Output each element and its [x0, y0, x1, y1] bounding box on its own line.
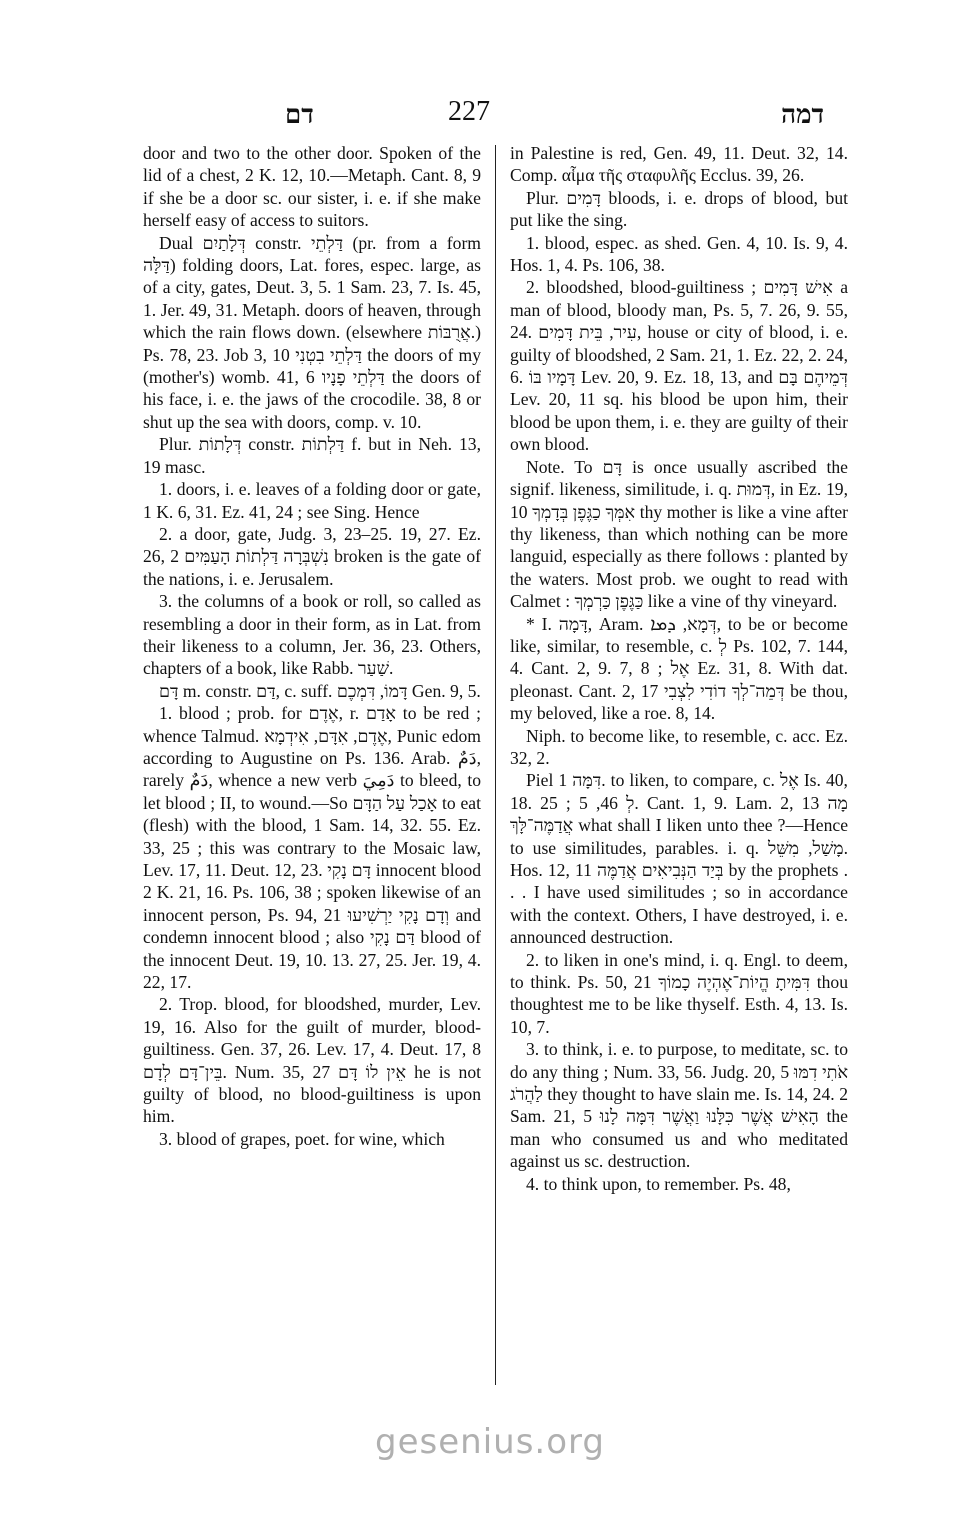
entry-paragraph: 2. to liken in one's mind, i. q. Engl. to deem, to think. Ps. 50, 21 דִּמִּיתָ הֱיוֹת־אֶהְיֶה כָמוֹךָ thou thoughtest me to be like thyself. Esth. 4, 13. Is. 10, 7. [510, 949, 848, 1037]
entry-paragraph: 4. to think upon, to remember. Ps. 48, [526, 1173, 791, 1194]
page-number: 227 [448, 96, 490, 127]
left-running-headword: דם [285, 100, 314, 130]
entry-paragraph: Plur. דָּמִים bloods, i. e. drops of blood, but put like the sing. [510, 187, 849, 231]
page-header [140, 96, 850, 136]
entry-paragraph: Plur. דְּלָתוֹת constr. דַּלְתוֹת f. but in Neh. 13, 19 masc. [143, 434, 481, 477]
entry-paragraph: 2. Trop. blood, for bloodshed, murder, Lev. 19, 16. Also for the guilt of murder, blood-guiltiness. Gen. 37, 26. Lev. 17, 4. Deut. 17, 8 בֵּין־דָּם לְדָם. Num. 35, 27 אֵין לוֹ דָּם he is not guilty of blood, no blood-guiltiness is upon him. [143, 994, 481, 1127]
right-running-headword: דמה [781, 100, 824, 130]
right-column [510, 142, 848, 1195]
site-watermark: gesenius.org [375, 1422, 605, 1462]
entry-paragraph: 3. the columns of a book or roll, so called as resembling a door in their form, as in Lat. from their likeness to a column, Jer. 36, 23. Others, chapters of a book, like Rabb. שַׁעַר. [143, 591, 481, 679]
column-divider [495, 145, 496, 1385]
entry-paragraph: door and two to the other door. Spoken of the lid of a chest, 2 K. 12, 10.—Metaph. Cant. 8, 9 if she be a door sc. our sister, i. e. if she make herself easy of access to suitors. [143, 143, 481, 231]
entry-paragraph: 1. blood ; prob. for אֶדֶם, r. אָדַם to be red ; whence Talmud. אֶדֶם, אִדָּם, אִידְמָא, Punic edom according to Augustine on Ps. 136. Arab. دَمٌ, rarely دَمٌ, whence a new verb دَمِيَ to bleed, to let blood ; II, to wound.—So אָכַל עַל הַדָּם to eat (flesh) with the blood, 1 Sam. 14, 32. 55. Ez. 33, 25 ; this was contrary to the Mosaic law, Lev. 17, 11. Deut. 12, 23. דָּם נָקִי innocent blood 2 K. 21, 16. Ps. 106, 38 ; spoken likewise of an innocent person, Ps. 94, 21 וְדָם נָקִי יַרְשִׁיעוּ and condemn innocent blood ; also דַּם נָקִי blood of the innocent Deut. 19, 10. 13. 27, 25. Jer. 19, 4. 22, 17. [143, 703, 482, 993]
entry-paragraph: 1. doors, i. e. leaves of a folding door or gate, 1 K. 6, 31. Ez. 41, 24 ; see Sing. Hence [143, 479, 481, 522]
entry-paragraph: Dual דְּלָתַיִם constr. דַּלְתֵי (pr. from a form דַּלָּה) folding doors, Lat. fores, espec. large, as of a city, gates, Deut. 3, 5. 1 Sam. 23, 7. Is. 45, 1. Jer. 49, 31. Metaph. doors of heaven, through which the rain flows down. (elsewhere אֲרֻבּוֹת.) Ps. 78, 23. Job 3, 10 דַּלְתֵי בִטְנִי the doors of my (mother's) womb. 41, 6 דַּלְתֵי פָנָיו the doors of his face, i. e. the jaws of the crocodile. 38, 8 or shut up the sea with doors, comp. v. 10. [143, 232, 481, 432]
entry-paragraph: 3. to think, i. e. to purpose, to meditate, sc. to do any thing ; Num. 33, 56. Judg. 20, 5 אֹתִי דִמּוּ לַהֲרֹג they thought to have slain me. Is. 14, 24. 2 Sam. 21, 5 הָאִישׁ אֲשֶׁר כִּלָּנוּ וַאֲשֶׁר דִּמָּה לָנוּ the man who consumed us and who meditated against us sc. destruction. [510, 1039, 849, 1172]
entry-paragraph: 2. a door, gate, Judg. 3, 23–25. 19, 27. Ez. 26, 2 נִשְׁבְּרָה דַּלְתוֹת הָעַמִּים broken is the gate of the nations, i. e. Jerusalem. [143, 523, 481, 589]
entry-headword-paragraph: דָּם m. constr. דַּם, c. suff. דָּמוֹ, דִּמְכֶם Gen. 9, 5. [159, 680, 481, 701]
entry-paragraph: in Palestine is red, Gen. 49, 11. Deut. 32, 14. Comp. αἷμα τῆς σταφυλῆς Ecclus. 39, 26. [510, 143, 848, 186]
entry-paragraph: 3. blood of grapes, poet. for wine, which [159, 1128, 445, 1149]
entry-paragraph: Niph. to become like, to resemble, c. acc. Ez. 32, 2. [510, 725, 848, 768]
entry-paragraph: 1. blood, espec. as shed. Gen. 4, 10. Is. 9, 4. Hos. 1, 4. Ps. 106, 38. [510, 232, 848, 276]
entry-paragraph: Piel דִּמָּה 1. to liken, to compare, c. אֶל Is. 40, 18. 25 ; לְ 46, 5. Cant. 1, 9. Lam. 2, 13 מָה אֲדַמֶּה־לָּךְ what shall I liken unto thee ?—Hence to use similitudes, parables. i. q. מָשַׁל, מִשֵּׁל. Hos. 12, 11 בְּיַד הַנְּבִיאִים אֲדַמֶּה by the prophets . . . I have used similitudes ; so in accordance with the context. Others, I have destroyed, i. e. announced destruction. [510, 770, 848, 948]
entry-paragraph: 2. bloodshed, blood-guiltiness ; אִישׁ דָּמִים a man of blood, bloody man, Ps. 5, 7. 26, 9. 55, 24. עִיר, בֵּית דָּמִים, house or city of blood, i. e. guilty of bloodshed, 2 Sam. 21, 1. Ez. 22, 2. 24, 6. דָּמָיו בּוֹ Lev. 20, 9. Ez. 18, 13, and דְּמֵיהֶם בָּם Lev. 20, 11 sq. his blood be upon him, their blood be upon them, i. e. they are guilty of their own blood. [510, 277, 849, 455]
entry-headword-paragraph: * I. דָּמָה, Aram. דְּמָא, ܕܡܐ, to be or become like, similar, to resemble, c. לְ Ps. 102, 7. 144, 4. Cant. 2, 9. 7, 8 ; אֶל Ez. 31, 8. With dat. pleonast. Cant. 2, 17 דְּמֵה־לְךָ דוֹדִי לִצְבִי be thou, my beloved, like a roe. 8, 14. [510, 613, 848, 724]
left-column [143, 142, 481, 1150]
entry-note-paragraph: Note. To דָּם is once usually ascribed the signif. likeness, similitude, i. q. דְּמוּת, in Ez. 19, 10 אִמְּךָ כַגֶּפֶן בְּדָמְךָ thy mother is like a vine after thy likeness, than which nothing can be more languid, especially as there follows : planted by the waters. Most prob. we ought to read with Calmet : כַּגֶּפֶן כַּרְמְךָ like a vine of thy vineyard. [510, 456, 848, 612]
